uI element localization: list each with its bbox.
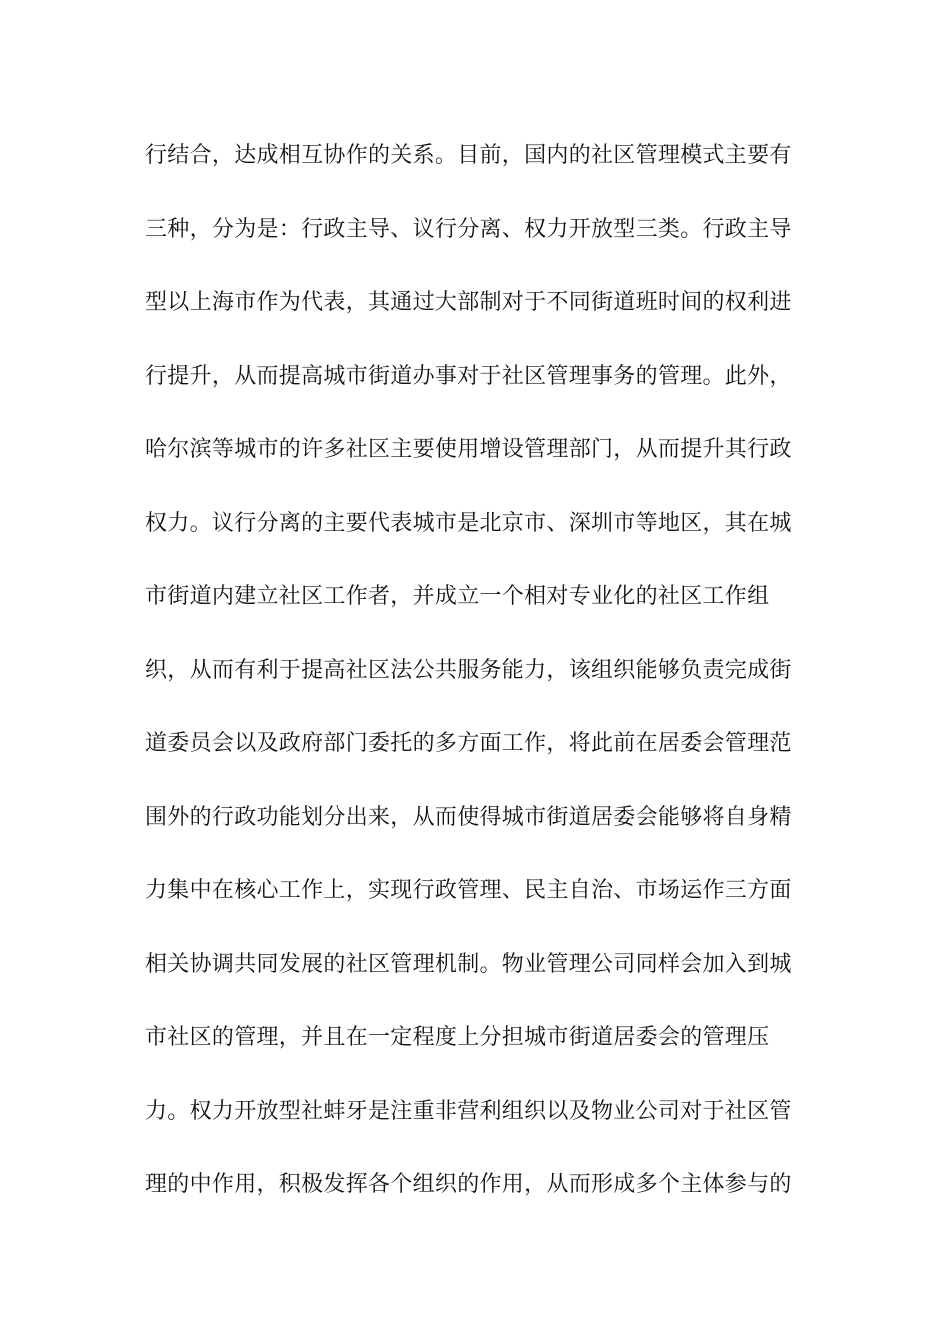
text-line: 市社区的管理，并且在一定程度上分担城市街道居委会的管理压 xyxy=(145,1025,770,1050)
text-line: 理的中作用，积极发挥各个组织的作用，从而形成多个主体参与的 xyxy=(145,1172,792,1197)
text-line: 织，从而有利于提高社区法公共服务能力，该组织能够负责完成街 xyxy=(145,657,792,683)
text-line: 力。权力开放型社蚌牙是注重非营利组织以及物业公司对于社区管 xyxy=(145,1098,792,1124)
text-line: 行提升，从而提高城市街道办事对于社区管理事务的管理。此外， xyxy=(145,363,792,389)
text-line: 三种，分为是：行政主导、议行分离、权力开放型三类。行政主导 xyxy=(145,216,792,242)
text-line: 市街道内建立社区工作者，并成立一个相对专业化的社区工作组 xyxy=(145,584,770,609)
text-line: 哈尔滨等城市的许多社区主要使用增设管理部门，从而提升其行政 xyxy=(145,437,792,462)
text-line: 道委员会以及政府部门委托的多方面工作，将此前在居委会管理范 xyxy=(145,731,792,756)
text-line: 相关协调共同发展的社区管理机制。物业管理公司同样会加入到城 xyxy=(145,951,792,977)
text-line: 型以上海市作为代表，其通过大部制对于不同街道班时间的权利进 xyxy=(145,290,792,315)
text-line: 权力。议行分离的主要代表城市是北京市、深圳市等地区，其在城 xyxy=(145,510,792,536)
body-text xyxy=(145,133,815,1236)
text-line: 力集中在核心工作上，实现行政管理、民主自治、市场运作三方面 xyxy=(145,878,792,903)
text-line: 围外的行政功能划分出来，从而使得城市街道居委会能够将自身精 xyxy=(145,804,792,830)
text-line: 行结合，达成相互协作的关系。目前，国内的社区管理模式主要有 xyxy=(145,143,792,168)
